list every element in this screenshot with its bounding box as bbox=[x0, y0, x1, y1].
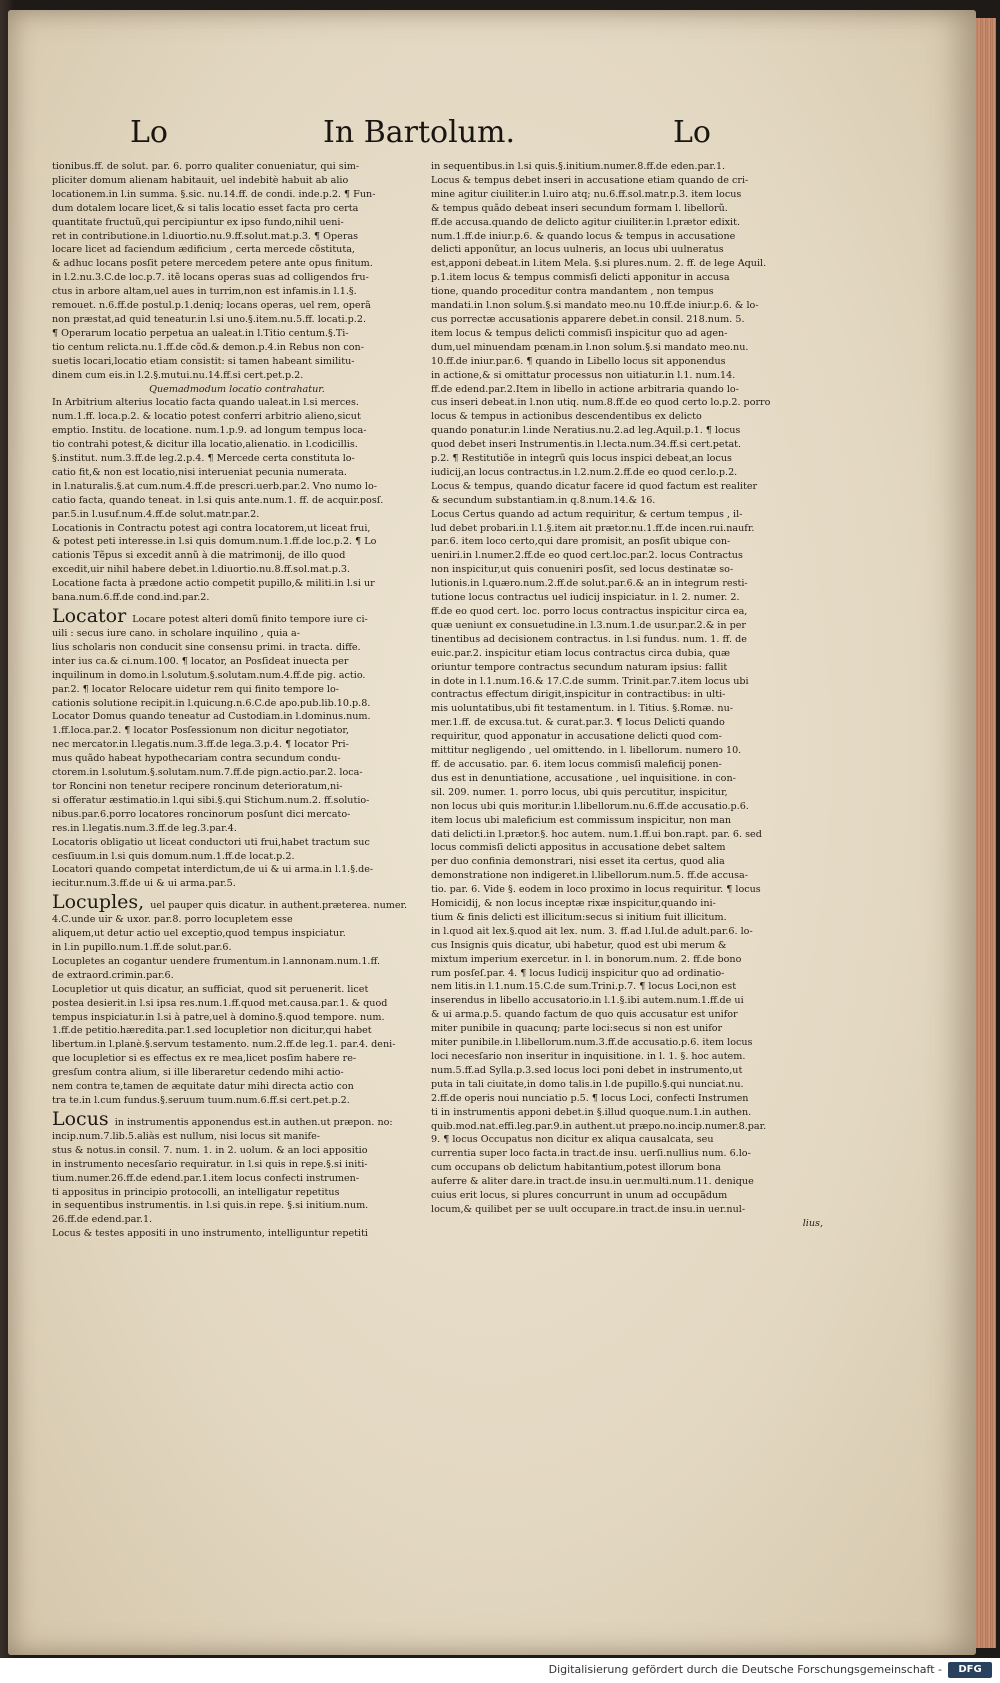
text-line: locare licet ad faciendum ædificium , certa mercede cõstituta, bbox=[52, 244, 355, 256]
text-line: suetis locari,locatio etiam consistit: si tamen habeant similitu- bbox=[52, 355, 355, 367]
text-line: miter punibile.in l.libellorum.num.3.ff.de accusatio.p.6. item locus bbox=[431, 1037, 753, 1049]
funding-notice: Digitalisierung gefördert durch die Deutsche Forschungsgemeinschaft - bbox=[548, 1663, 942, 1676]
text-line: ret in contributione.in l.diuortio.nu.9.ff.solut.mat.p.3. ¶ Operas bbox=[52, 230, 359, 242]
text-line: & secundum substantiam.in q.8.num.14.& 16. bbox=[431, 494, 656, 506]
text-line: 1.ff.loca.par.2. ¶ locator Posſessionum non dicitur negotiator, bbox=[52, 725, 349, 737]
text-line: inter ius ca.& ci.num.100. ¶ locator, an Posſideat inuecta per bbox=[52, 655, 349, 667]
text-line: Locupletes an cogantur uendere frumentum.in l.annonam.num.1.ff. bbox=[52, 955, 381, 967]
text-line: cum occupans ob delictum habitantium,potest illorum bona bbox=[431, 1162, 721, 1174]
text-line: Locationis in Contractu potest agi contra locatorem,ut liceat frui, bbox=[52, 522, 371, 534]
text-line: p.1.item locus & tempus commisſi delicti apponitur in accusa bbox=[431, 272, 730, 284]
text-line: locationem.in l.in summa. §.sic. nu.14.ff. de condi. inde.p.2. ¶ Fun- bbox=[52, 188, 376, 200]
text-line: 1.ff.de petitio.hæredita.par.1.sed locupletior non dicitur,qui habet bbox=[52, 1025, 372, 1037]
text-line: in l.in pupillo.num.1.ff.de solut.par.6. bbox=[52, 942, 232, 954]
text-line: ti in instrumentis apponi debet.in §.illud quoque.num.1.in authen. bbox=[431, 1106, 752, 1118]
lemma-text: Locare potest alteri domũ finito tempore iure ci- bbox=[132, 614, 368, 625]
text-line: mixtum imperium exercetur. in l. in bonorum.num. 2. ff.de bono bbox=[431, 953, 742, 965]
text-line: Locator Domus quando teneatur ad Custodiam.in l.dominus.num. bbox=[52, 711, 371, 723]
text-line: quantitate fructuũ,qui percipiuntur ex ipso fundo,nihil ueni- bbox=[52, 216, 344, 228]
text-line: dum dotalem locare licet,& si talis locatio esset facta pro certa bbox=[52, 202, 359, 214]
lemma-text: in instrumentis apponendus est.in authen.ut præpon. no: bbox=[114, 1116, 393, 1128]
text-line: cesſiuum.in l.si quis domum.num.1.ff.de locat.p.2. bbox=[52, 850, 295, 862]
text-line: de extraord.crimin.par.6. bbox=[52, 969, 174, 981]
text-line: contractus effectum dirigit,inspicitur in contractibus: in ulti- bbox=[431, 689, 726, 701]
text-line: item locus ubi maleficium est commissum inspicitur, non man bbox=[431, 814, 732, 826]
text-line: nem contra te,tamen de æquitate datur mihi directa actio con bbox=[52, 1081, 354, 1093]
text-line: non inspicitur,ut quis conueniri posſit, sed locus destinatæ so- bbox=[431, 564, 734, 576]
text-line: & potest peti interesse.in l.si quis domum.num.1.ff.de loc.p.2. ¶ Lo bbox=[52, 536, 377, 548]
text-line: non præstat,ad quid teneatur.in l.si uno.§.item.nu.5.ff. locati.p.2. bbox=[52, 313, 366, 325]
text-line: catio facta, quando teneat. in l.si quis ante.num.1. ff. de acquir.posſ. bbox=[52, 494, 384, 506]
text-line: sil. 209. numer. 1. porro locus, ubi quis percutitur, inspicitur, bbox=[431, 786, 728, 798]
text-line: locus commisſi delicti appositus in accusatione debet saltem bbox=[431, 842, 726, 854]
text-line: libertum.in l.planè.§.servum testamento. num.2.ff.de leg.1. par.4. deni- bbox=[52, 1039, 396, 1051]
text-line: euic.par.2. inspicitur etiam locus contractus circa dubia, quæ bbox=[431, 647, 731, 659]
text-line: ueniri.in l.numer.2.ff.de eo quod cert.loc.par.2. locus Contractus bbox=[431, 550, 743, 562]
left-text-column bbox=[52, 160, 422, 1241]
text-line: Homicidij, & non locus inceptæ rixæ inspicitur,quando ini- bbox=[431, 898, 716, 910]
text-line: dus est in denuntiatione, accusatione , uel inquisitione. in con- bbox=[431, 772, 736, 784]
text-line: 9. ¶ locus Occupatus non dicitur ex aliqua causalcata, seu bbox=[431, 1134, 714, 1146]
text-line: In Arbitrium alterius locatio facta quando ualeat.in l.si merces. bbox=[52, 397, 359, 409]
text-line: pliciter domum alienam habitauit, uel indebitè habuit ab alio bbox=[52, 174, 349, 186]
text-line: excedit,uir nihil habere debet.in l.diuortio.nu.8.ff.sol.mat.p.3. bbox=[52, 564, 351, 576]
text-line: nec mercator.in l.legatis.num.3.ff.de lega.3.p.4. ¶ locator Pri- bbox=[52, 739, 349, 751]
text-line: in l.naturalis.§.at cum.num.4.ff.de prescri.uerb.par.2. Vno numo lo- bbox=[52, 480, 377, 492]
text-line: uili : secus iure cano. in scholare inquilino , quia a- bbox=[52, 628, 301, 639]
text-line: aliquem,ut detur actio uel exceptio,quod tempus inspiciatur. bbox=[52, 928, 346, 940]
text-line: per duo confinia demonstrari, nisi esset ita certus, quod alia bbox=[431, 856, 725, 868]
text-line: Locus Certus quando ad actum requiritur, & certum tempus , il- bbox=[431, 508, 743, 520]
text-line: Locus & testes appositi in uno instrumento, intelliguntur repetiti bbox=[52, 1228, 369, 1240]
text-line: mus quãdo habeat hypothecariam contra secundum condu- bbox=[52, 753, 341, 765]
text-line: dinem cum eis.in l.2.§.mutui.nu.14.ff.si cert.pet.p.2. bbox=[52, 369, 304, 381]
right-text-column bbox=[431, 160, 823, 1231]
text-line: dati delicti.in l.prætor.§. hoc autem. num.1.ff.ui bon.rapt. par. 6. sed bbox=[431, 828, 762, 840]
lemma-line bbox=[52, 891, 422, 913]
text-line: Locatori quando competat interdictum,de ui & ui arma.in l.1.§.de- bbox=[52, 864, 374, 876]
text-line: in sequentibus instrumentis. in l.si quis.in repe. §.si initium.num. bbox=[52, 1200, 369, 1212]
text-line: cationis Tẽpus si excedit annũ à die matrimonij, de illo quod bbox=[52, 550, 346, 562]
lemma-line bbox=[52, 1108, 422, 1130]
running-head-left: Lo bbox=[130, 115, 168, 150]
text-line: quando ponatur.in l.inde Neratius.nu.2.ad leg.Aquil.p.1. ¶ locus bbox=[431, 425, 741, 437]
text-line: si offeratur æstimatio.in l.qui sibi.§.qui Stichum.num.2. ff.solutio- bbox=[52, 794, 370, 806]
text-line: tio centum relicta.nu.1.ff.de cõd.& demon.p.4.in Rebus non con- bbox=[52, 341, 364, 353]
text-line: tra te.in l.cum fundus.§.seruum tuum.num.6.ff.si cert.pet.p.2. bbox=[52, 1095, 350, 1106]
text-line: tium & finis delicti est illicitum:secus si initium fuit illicitum. bbox=[431, 911, 727, 923]
text-line: mine agitur ciuiliter.in l.uiro atq; nu.6.ff.sol.matr.p.3. item locus bbox=[431, 188, 742, 200]
text-line: nem litis.in l.1.num.15.C.de sum.Trini.p.7. ¶ locus Loci,non est bbox=[431, 981, 737, 993]
text-line: locus & tempus in actionibus descendentibus ex delicto bbox=[431, 411, 702, 423]
text-line: ff. de accusatio. par. 6. item locus commisſi maleficij ponen- bbox=[431, 758, 722, 770]
text-line: ti appositus in principio protocolli, an intelligatur repetitus bbox=[52, 1186, 340, 1198]
text-line: currentia super loco facta.in tract.de insu. uerſi.nullius num. 6.lo- bbox=[431, 1148, 751, 1160]
text-line: tutione locus contractus uel iudicij inspiciatur. in l. 2. numer. 2. bbox=[431, 592, 740, 604]
text-line: par.2. ¶ locator Relocare uidetur rem qui finito tempore lo- bbox=[52, 683, 340, 695]
text-line: que locupletior si es effectus ex re mea,licet posſim habere re- bbox=[52, 1053, 357, 1065]
text-line: num.1.ff. loca.p.2. & locatio potest conferri arbitrio alieno,sicut bbox=[52, 411, 361, 423]
text-line: Locatoris obligatio ut liceat conductori uti frui,habet tractum suc bbox=[52, 836, 370, 848]
text-line: in dote in l.1.num.16.& 17.C.de summ. Trinit.par.7.item locus ubi bbox=[431, 675, 749, 687]
text-line: tionibus.ff. de solut. par. 6. porro qualiter conueniatur, qui sim- bbox=[52, 161, 360, 172]
running-head-title: In Bartolum. bbox=[323, 115, 515, 150]
text-line: stus & notus.in consil. 7. num. 1. in 2. uolum. & an loci appositio bbox=[52, 1144, 368, 1156]
text-line: cus Insignis quis dicatur, ubi habetur, quod est ubi merum & bbox=[431, 939, 727, 951]
text-line: quib.mod.nat.effi.leg.par.9.in authent.ut præpo.no.incip.numer.8.par. bbox=[431, 1120, 767, 1132]
text-line: in actione,& si omittatur processus non uitiatur.in l.1. num.14. bbox=[431, 369, 736, 381]
text-line: demonstratione non indigeret.in l.libellorum.num.5. ff.de accusa- bbox=[431, 870, 749, 882]
text-line: 26.ff.de edend.par.1. bbox=[52, 1214, 153, 1226]
text-line: num.1.ff.de iniur.p.6. & quando locus & tempus in accusatione bbox=[431, 230, 736, 242]
text-line: iudicij,an locus contractus.in l.2.num.2.ff.de eo quod cer.lo.p.2. bbox=[431, 466, 738, 478]
text-line: inserendus in libello accusatorio.in l.1.§.ibi autem.num.1.ff.de ui bbox=[431, 995, 744, 1007]
lemma-heading: Locator bbox=[52, 605, 133, 627]
text-line: cus inseri debeat.in l.non utiq. num.8.ff.de eo quod certo lo.p.2. porro bbox=[431, 397, 771, 409]
text-line: ¶ Operarum locatio perpetua an ualeat.in l.Titio centum.§.Ti- bbox=[52, 327, 349, 339]
book-page bbox=[8, 10, 976, 1655]
text-line: res.in l.legatis.num.3.ff.de leg.3.par.4. bbox=[52, 822, 237, 834]
digitization-footer bbox=[0, 1658, 1000, 1683]
text-line: lutionis.in l.quæro.num.2.ff.de solut.par.6.& an in integrum resti- bbox=[431, 578, 748, 590]
running-head bbox=[48, 115, 938, 160]
text-line: in sequentibus.in l.si quis.§.initium.numer.8.ff.de eden.par.1. bbox=[431, 161, 726, 172]
text-line: Locus & tempus debet inseri in accusatione etiam quando de cri- bbox=[431, 174, 749, 186]
dfg-logo: DFG bbox=[948, 1662, 992, 1678]
text-line: in l.2.nu.3.C.de loc.p.7. itẽ locans operas suas ad colligendos fru- bbox=[52, 272, 369, 284]
text-line: 2.ff.de operis noui nunciatio p.5. ¶ locus Loci, confecti Instrumen bbox=[431, 1092, 749, 1104]
text-line: & ui arma.p.5. quando factum de quo quis accusatur est unifor bbox=[431, 1009, 738, 1021]
page-edges bbox=[976, 18, 996, 1648]
text-line: mer.1.ff. de excusa.tut. & curat.par.3. ¶ locus Delicti quando bbox=[431, 717, 725, 729]
section-rubric: Quemadmodum locatio contrahatur. bbox=[149, 383, 325, 395]
text-line: requiritur, quod apponatur in accusatione delicti quod com- bbox=[431, 731, 722, 743]
text-line: catio fit,& non est locatio,nisi interueniat pecunia numerata. bbox=[52, 466, 347, 478]
text-line: cus porrectæ accusationis apparere debet.in consil. 218.num. 5. bbox=[431, 313, 745, 325]
text-line: emptio. Institu. de locatione. num.1.p.9. ad longum tempus loca- bbox=[52, 425, 367, 437]
text-line: bana.num.6.ff.de cond.ind.par.2. bbox=[52, 592, 210, 604]
text-line: in instrumento necesſario requiratur. in l.si quis in repe.§.si initi- bbox=[52, 1158, 368, 1170]
lemma-heading: Locus bbox=[52, 1107, 115, 1130]
text-line: 4.C.unde uir & uxor. par.8. porro locupletem esse bbox=[52, 914, 293, 926]
text-line: quæ ueniunt ex consuetudine.in l.3.num.1.de usur.par.2.& in per bbox=[431, 619, 746, 631]
text-line: postea desierit.in l.si ipsa res.num.1.ff.quod met.causa.par.1. & quod bbox=[52, 997, 388, 1009]
text-line: remouet. n.6.ff.de postul.p.1.deniq; locans operas, uel rem, operã bbox=[52, 300, 371, 312]
text-line: locum,& quilibet per se uult occupare.in tract.de insu.in uer.nul- bbox=[431, 1203, 746, 1215]
text-line: non locus ubi quis moritur.in l.libellorum.nu.6.ff.de accusatio.p.6. bbox=[431, 800, 749, 812]
running-head-right: Lo bbox=[673, 115, 711, 150]
text-line: ff.de eo quod cert. loc. porro locus contractus inspicitur circa ea, bbox=[431, 606, 748, 617]
text-line: Locatione facta à prædone actio competit pupillo,& militi.in l.si ur bbox=[52, 578, 375, 590]
text-line: tium.numer.26.ff.de edend.par.1.item locus confecti instrumen- bbox=[52, 1172, 360, 1184]
text-line: lud debet probari.in l.1.§.item ait prætor.nu.1.ff.de incen.rui.naufr. bbox=[431, 522, 755, 534]
text-line: tio. par. 6. Vide §. eodem in loco proximo in locus requiritur. ¶ locus bbox=[431, 884, 761, 896]
text-line: mis uoluntatibus,ubi fit testamentum. in l. Titius. §.Romæ. nu- bbox=[431, 703, 733, 715]
text-line: quod debet inseri Instrumentis.in l.lecta.num.34.ff.si cert.petat. bbox=[431, 439, 742, 451]
text-line: ff.de edend.par.2.Item in libello in actione arbitraria quando lo- bbox=[431, 383, 739, 395]
text-line: tione, quando proceditur contra mandantem , non tempus bbox=[431, 286, 714, 298]
text-line: mittitur negligendo , uel omittendo. in l. libellorum. numero 10. bbox=[431, 745, 742, 757]
text-line: Locupletior ut quis dicatur, an sufficiat, quod sit peruenerit. licet bbox=[52, 983, 369, 995]
text-line: lius scholaris non conducit sine consensu primi. in tracta. diffe. bbox=[52, 641, 361, 653]
text-line: loci necesſario non inseritur in inquisitione. in l. 1. §. hoc autem. bbox=[431, 1051, 746, 1062]
text-line: rum posſeſ.par. 4. ¶ locus Iudicij inspicitur quo ad ordinatio- bbox=[431, 967, 725, 979]
text-line: ctus in arbore altam,uel aues in turrim,non est infamis.in l.1.§. bbox=[52, 286, 357, 298]
text-line: Locus & tempus, quando dicatur facere id quod factum est realiter bbox=[431, 480, 758, 492]
text-line: miter punibile in quacunq; parte loci:secus si non est unifor bbox=[431, 1023, 723, 1035]
text-line: nibus.par.6.porro locatores roncinorum posſunt dici mercato- bbox=[52, 808, 351, 820]
lemma-line bbox=[52, 605, 422, 627]
text-line: in l.quod ait lex.§.quod ait lex. num. 3. ff.ad l.Iul.de adult.par.6. lo- bbox=[431, 925, 753, 937]
text-line: & adhuc locans posſit petere mercedem petere ante opus finitum. bbox=[52, 258, 373, 270]
text-line: cationis solutione recipit.in l.quicung.n.6.C.de apo.pub.lib.10.p.8. bbox=[52, 697, 371, 709]
text-line: oriuntur tempore contractus secundum naturam ipsius: fallit bbox=[431, 661, 728, 673]
text-line: gresſum contra alium, si ille liberaretur cedendo mihi actio- bbox=[52, 1067, 344, 1079]
text-line: p.2. ¶ Restitutiõe in integrũ quis locus inspici debeat,an locus bbox=[431, 453, 732, 465]
text-line: tinentibus ad decisionem contractus. in l.si fundus. num. 1. ff. de bbox=[431, 633, 747, 645]
text-line: §.institut. num.3.ff.de leg.2.p.4. ¶ Mercede certa constituta lo- bbox=[52, 453, 355, 465]
text-line: cuius erit locus, si plures concurrunt in unum ad occupãdum bbox=[431, 1190, 728, 1202]
text-line: num.5.ff.ad Sylla.p.3.sed locus loci poni debet in instrumento,ut bbox=[431, 1064, 743, 1076]
text-line: tio contrahi potest,& dicitur illa locatio,alienatio. in l.codicillis. bbox=[52, 439, 358, 451]
text-line: & tempus quãdo debeat inseri secundum formam l. libellorũ. bbox=[431, 202, 728, 214]
text-line: auferre & aliter dare.in tract.de insu.in uer.multi.num.11. denique bbox=[431, 1176, 754, 1188]
text-line: ctorem.in l.solutum.§.solutam.num.7.ff.de pign.actio.par.2. loca- bbox=[52, 767, 363, 779]
lemma-text: uel pauper quis dicatur. in authent.præterea. numer. bbox=[150, 900, 408, 912]
text-line: ff.de accusa.quando de delicto agitur ciuiliter.in l.prætor edixit. bbox=[431, 216, 741, 228]
text-line: delicti apponũtur, an locus uulneris, an locus ubi uulneratus bbox=[431, 244, 724, 256]
text-line: mandati.in l.non solum.§.si mandato meo.nu 10.ff.de iniur.p.6. & lo- bbox=[431, 300, 759, 312]
text-line: par.6. item loco certo,qui dare promisit, an posſit ubique con- bbox=[431, 536, 731, 548]
text-line: est,apponi debeat.in l.item Mela. §.si plures.num. 2. ff. de lege Aquil. bbox=[431, 258, 767, 270]
text-line: incip.num.7.lib.5.aliàs est nullum, nisi locus sit manife- bbox=[52, 1130, 321, 1142]
text-line: inquilinum in domo.in l.solutum.§.solutam.num.4.ff.de pig. actio. bbox=[52, 669, 366, 681]
text-line: iecitur.num.3.ff.de ui & ui arma.par.5. bbox=[52, 878, 236, 890]
text-line: item locus & tempus delicti commisſi inspicitur quo ad agen- bbox=[431, 327, 728, 339]
catchword: lius, bbox=[802, 1217, 823, 1229]
text-line: 10.ff.de iniur.par.6. ¶ quando in Libello locus sit apponendus bbox=[431, 355, 726, 367]
text-line: par.5.in l.usuf.num.4.ff.de solut.matr.par.2. bbox=[52, 508, 260, 520]
text-line: dum,uel minuendam pœnam.in l.non solum.§.si mandato meo.nu. bbox=[431, 341, 749, 353]
lemma-heading: Locuples, bbox=[52, 891, 151, 914]
text-line: tor Roncini non tenetur recipere roncinum deterioratum,ni- bbox=[52, 780, 343, 792]
text-line: puta in tali ciuitate,in domo talis.in l.de pupillo.§.qui nunciat.nu. bbox=[431, 1078, 744, 1090]
text-line: tempus inspiciatur.in l.si à patre,uel à domino.§.quod tempore. num. bbox=[52, 1011, 385, 1023]
